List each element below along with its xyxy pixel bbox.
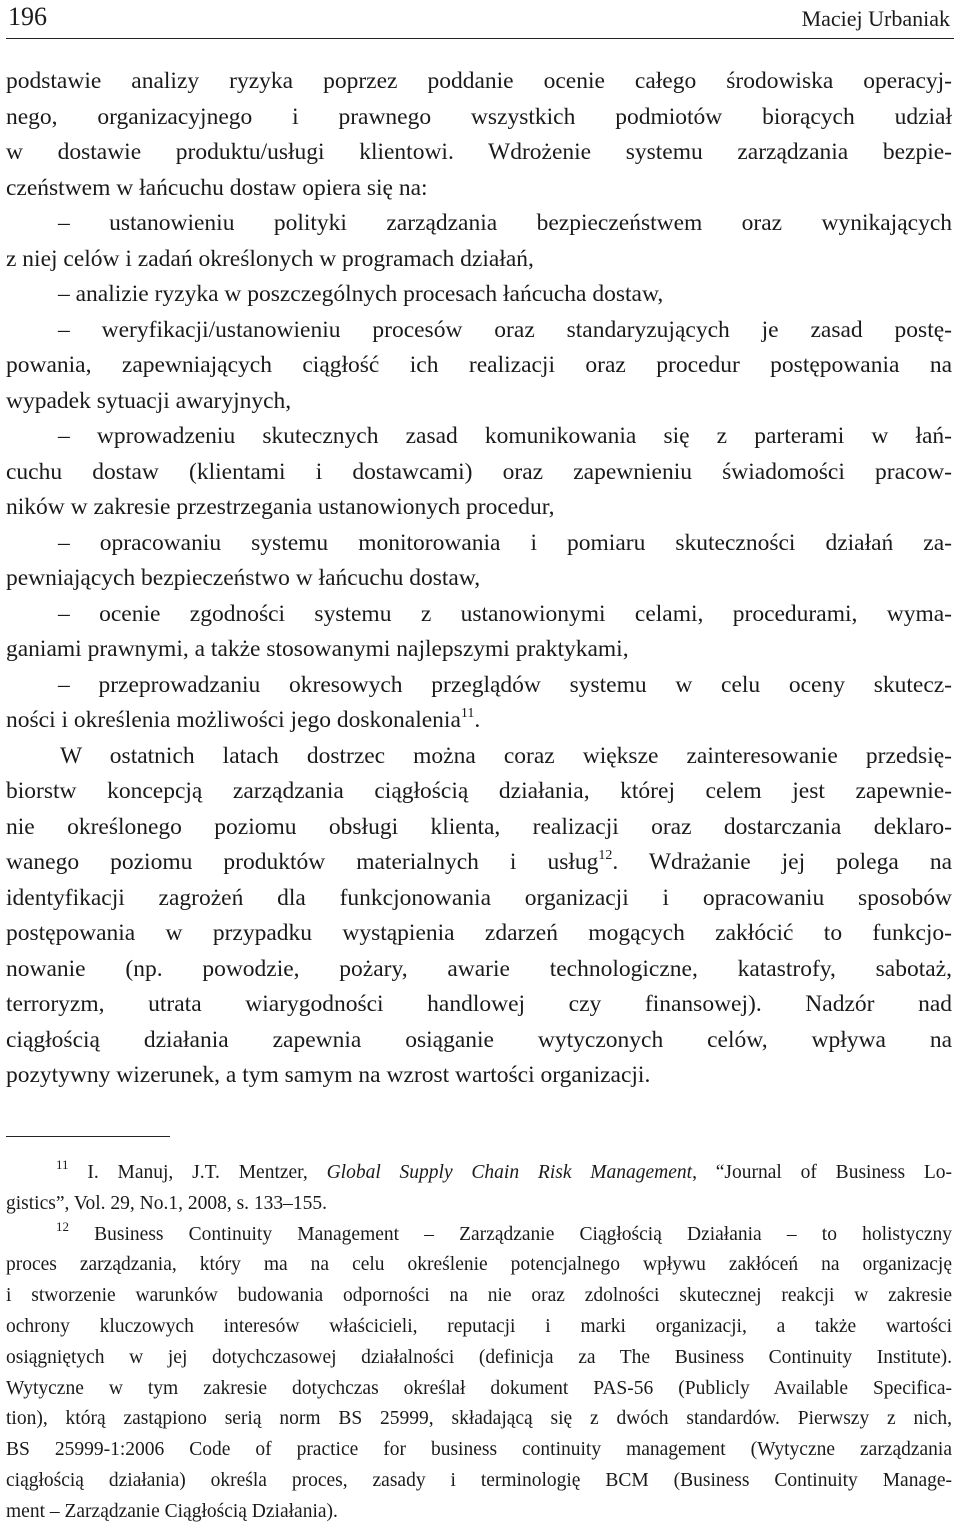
footnote-line: Wytyczne w tym zakresie dotychczas określał dokument PAS-56 (Publicly Available Specifica-	[6, 1377, 952, 1399]
text-line: ników w zakresie przestrzegania ustanowionych procedur,	[6, 494, 555, 520]
text-line: z niej celów i zadań określonych w programach działań,	[6, 245, 534, 272]
page-number: 196	[8, 2, 47, 31]
footnote-number: 12	[56, 1218, 69, 1234]
footnote-divider	[6, 1136, 170, 1137]
text-line: ciągłością działania zapewnia osiąganie wytyczonych celów, wpływa na	[6, 1026, 952, 1053]
text-fragment: .	[474, 707, 481, 733]
text-line: cuchu dostaw (klientami i dostawcami) oraz zapewnieniu świadomości pracow-	[6, 458, 952, 485]
footnote-11	[6, 1158, 952, 1189]
footnote-line: i stworzenie warunków budowania odporności na nie oraz zdolności skutecznej reakcji w zakresie	[6, 1285, 952, 1307]
list-item-line: – przeprowadzaniu okresowych przeglądów systemu w celu oceny skutecz-	[58, 671, 952, 698]
footnotes	[6, 1158, 952, 1528]
text-line: postępowania w przypadku wystąpienia zdarzeń mogących zakłócić to funkcjo-	[6, 920, 952, 946]
text-line: pewniających bezpieczeństwo w łańcuchu dostaw,	[6, 565, 481, 591]
footnote-ref-11[interactable]: 11	[460, 706, 475, 721]
text-line: powania, zapewniających ciągłość ich realizacji oraz procedur postępowania na	[6, 352, 952, 378]
text-line	[6, 703, 952, 739]
text-line: ganiami prawnymi, a także stosowanymi najlepszymi praktykami,	[6, 636, 629, 662]
text-line: czeństwem w łańcuchu dostaw opiera się na:	[6, 174, 428, 201]
list-item-line: – wprowadzeniu skutecznych zasad komunikowania się z parterami w łań-	[58, 423, 952, 449]
list-item-line: – opracowaniu systemu monitorowania i pomiaru skuteczności działań za-	[58, 529, 952, 556]
list-item-line: – ustanowieniu polityki zarządzania bezpieczeństwem oraz wynikających	[58, 210, 952, 236]
footnote-text: , “Journal of Business Lo-	[692, 1162, 952, 1183]
footnote-line: tion), którą zastąpiono serią norm BS 25999, składającą się z dwóch standardów. Pierwszy z nich,	[6, 1408, 952, 1430]
text-line: podstawie analizy ryzyka poprzez poddanie ocenie całego środowiska operacyj-	[6, 68, 952, 94]
list-item-line: – weryfikacji/ustanowieniu procesów oraz standaryzujących je zasad postę-	[58, 316, 952, 343]
page-header	[6, 0, 954, 39]
footnote-line: ment – Zarządzanie Ciągłością Działania).	[6, 1500, 338, 1522]
footnote-12	[6, 1220, 952, 1251]
text-line: pozytywny wizerunek, a tym samym na wzrost wartości organizacji.	[6, 1062, 651, 1088]
text-line: biorstw koncepcją zarządzania ciągłością działania, której celem jest zapewnie-	[6, 778, 952, 804]
text-line	[6, 845, 952, 881]
footnote-title: Global Supply Chain Risk Management	[326, 1162, 693, 1183]
footnote-authors: I. Manuj, J.T. Mentzer,	[87, 1162, 327, 1183]
text-line: identyfikacji zagrożeń dla funkcjonowania organizacji i opracowaniu sposobów	[6, 884, 952, 911]
text-line: wypadek sytuacji awaryjnych,	[6, 387, 292, 414]
text-fragment: wanego poziomu produktów materialnych i usług	[6, 849, 599, 875]
footnote-number: 11	[56, 1157, 69, 1172]
footnote-ref-12[interactable]: 12	[598, 848, 613, 863]
footnote-line: osiągniętych w jej dotychczasowej działalności (definicja za The Business Continuity Institute).	[6, 1346, 952, 1368]
footnote-line: proces zarządzania, który ma na celu określenie potencjalnego wpływu zakłóceń na organizację	[6, 1254, 952, 1276]
text-fragment: . Wdrażanie jej polega na	[612, 849, 952, 875]
text-line: w dostawie produktu/usługi klientowi. Wdrożenie systemu zarządzania bezpie-	[6, 139, 952, 165]
text-fragment: ności i określenia możliwości jego doskonalenia	[6, 707, 461, 733]
list-item-line: – ocenie zgodności systemu z ustanowionymi celami, procedurami, wyma-	[58, 600, 952, 627]
running-head: Maciej Urbaniak	[801, 6, 950, 31]
footnote-text: Business Continuity Management – Zarządzanie Ciągłością Działania – to holistyczny	[94, 1223, 952, 1245]
list-item-line: – analizie ryzyka w poszczególnych procesach łańcucha dostaw,	[58, 281, 664, 307]
footnote-line: BS 25999-1:2006 Code of practice for business continuity management (Wytyczne zarządzania	[6, 1439, 952, 1461]
paragraph-first-line: W ostatnich latach dostrzec można coraz większe zainteresowanie przedsię-	[60, 742, 952, 769]
text-line: nego, organizacyjnego i prawnego wszystkich podmiotów biorących udział	[6, 103, 952, 130]
footnote-line: ciągłością działania) określa proces, zasady i terminologię BCM (Business Continuity Manage-	[6, 1469, 952, 1491]
text-line: terroryzm, utrata wiarygodności handlowej czy finansowej). Nadzór nad	[6, 991, 952, 1017]
main-text	[6, 64, 952, 1094]
footnote-line: gistics”, Vol. 29, No.1, 2008, s. 133–155.	[6, 1192, 328, 1214]
footnote-line: ochrony kluczowych interesów właścicieli, reputacji i marki organizacji, a także wartości	[6, 1315, 952, 1337]
text-line: nie określonego poziomu obsługi klienta, realizacji oraz dostarczania deklaro-	[6, 813, 952, 840]
text-line: nowanie (np. powodzie, pożary, awarie technologiczne, katastrofy, sabotaż,	[6, 955, 952, 982]
